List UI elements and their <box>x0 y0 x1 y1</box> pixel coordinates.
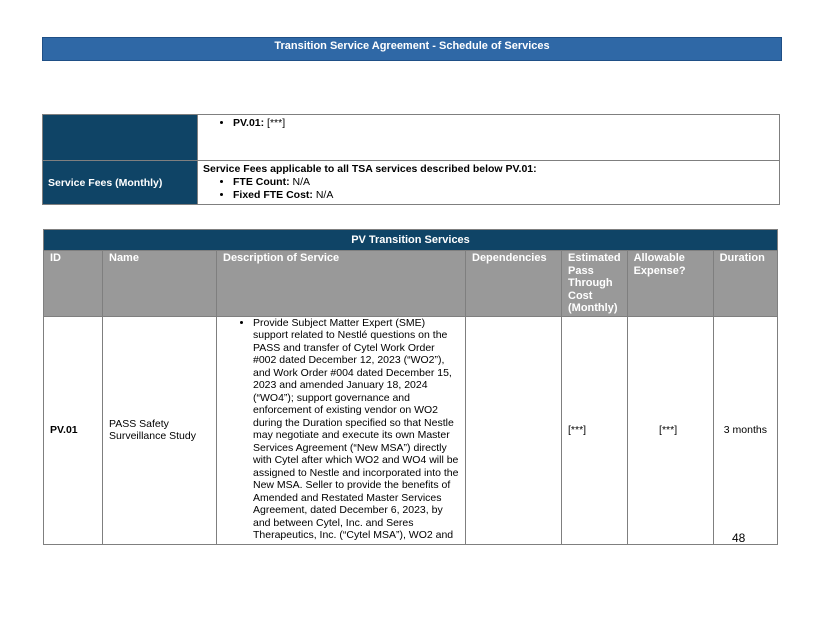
row-dependencies <box>466 316 562 544</box>
fees-blank-label-cell <box>43 115 198 161</box>
fees-detail-cell <box>198 161 780 205</box>
row-duration: 3 months <box>713 316 777 544</box>
col-header-duration: Duration <box>713 251 777 317</box>
row-description: • Provide Subject Matter Expert (SME) support related to Nestlé questions on the PASS and transfer of Cytel Work Order #002 dated December 12, 2023 (“WO2”), and Work Order #004 dated December 15, 2023 and amended January 18, 2024 (“WO4”); support governance and enforcement of existing vendor on WO2 during the Duration specified so that Nestle may negotiate and execute its own Master Services Agreement (“New MSA”) directly with Cytel after which WO2 and WO4 will be assigned to Nestle and incorporated into the New MSA. Seller to provide the benefits of Amended and Restated Master Services Agreement, dated December 6, 2023, by and between Cytel, Inc. and Seres Therapeutics, Inc. (“Cytel MSA”), WO2 and <box>253 317 459 542</box>
pv-table-title: PV Transition Services <box>44 230 778 251</box>
row-name: PASS Safety Surveillance Study <box>103 316 217 544</box>
fees-intro: Service Fees applicable to all TSA services described below PV.01: <box>203 163 537 175</box>
document-title: Transition Service Agreement - Schedule of Services <box>274 40 550 52</box>
col-header-description: Description of Service <box>217 251 466 317</box>
row-id: PV.01 <box>44 316 103 544</box>
col-header-cost: Estimated Pass Through Cost (Monthly) <box>562 251 628 317</box>
col-header-allowable: Allowable Expense? <box>627 251 713 317</box>
fixed-fte-cost-item: • Fixed FTE Cost: N/A <box>233 189 774 202</box>
col-header-id: ID <box>44 251 103 317</box>
page-number: 48 <box>732 531 746 545</box>
fees-row-label: Service Fees (Monthly) <box>43 161 198 205</box>
pv01-fee-bullet: • PV.01: [***] <box>233 117 774 130</box>
document-header-bar <box>42 37 782 61</box>
col-header-dependencies: Dependencies <box>466 251 562 317</box>
row-cost: [***] <box>562 316 628 544</box>
fees-top-cell <box>198 115 780 161</box>
pv-transition-services-table <box>43 229 778 545</box>
fte-count-item: • FTE Count: N/A <box>233 176 774 189</box>
table-row <box>44 316 778 544</box>
service-fees-table <box>42 114 780 205</box>
row-allowable: [***] <box>627 316 713 544</box>
col-header-name: Name <box>103 251 217 317</box>
row-description-cell <box>217 316 466 544</box>
